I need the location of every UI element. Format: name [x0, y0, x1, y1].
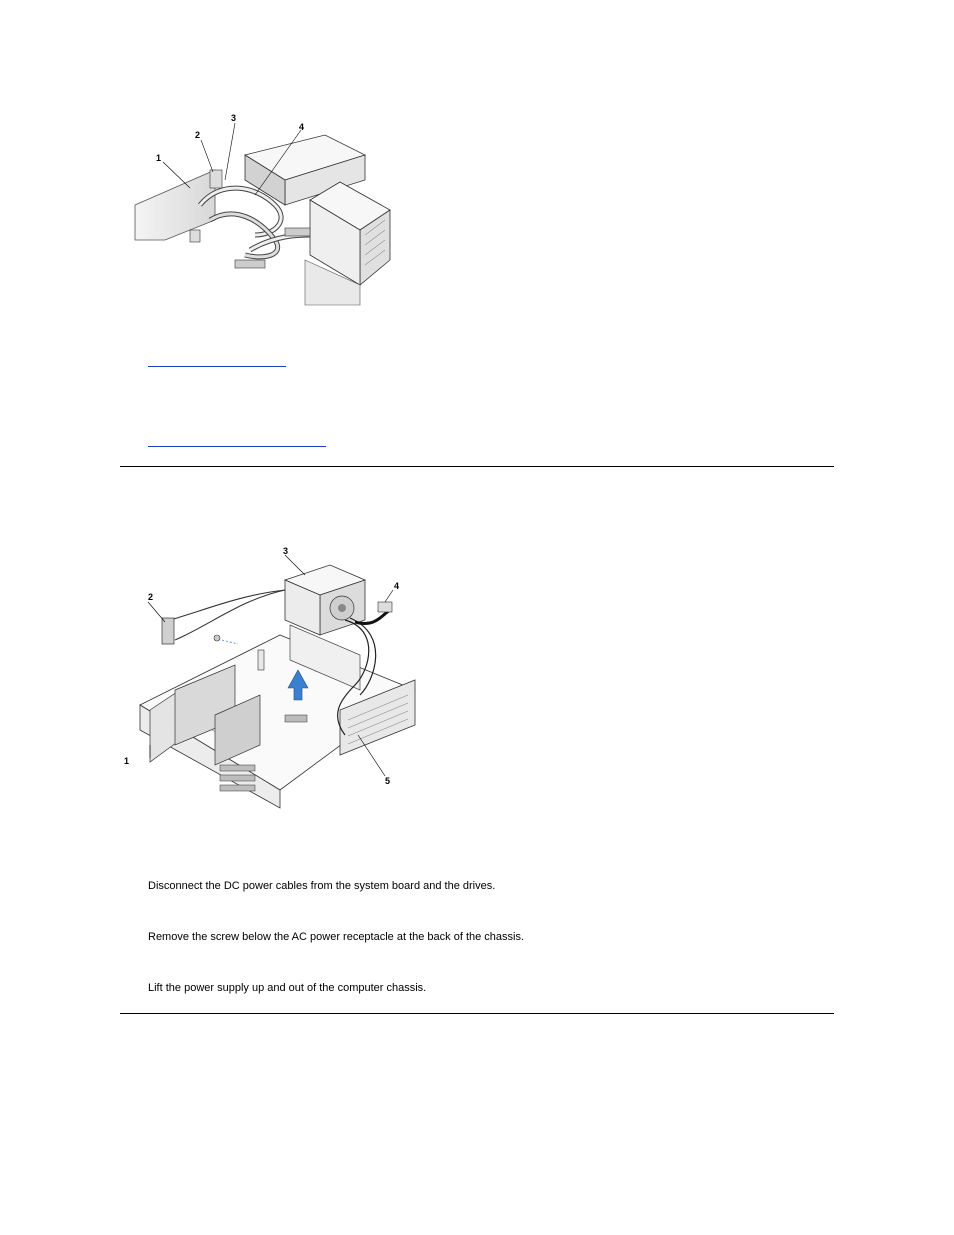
section-divider: [120, 1013, 834, 1014]
callout-1: 1: [156, 153, 162, 163]
callout-4: 4: [394, 581, 400, 591]
link-underline-1[interactable]: [148, 366, 286, 367]
callout-1: 1: [124, 756, 130, 766]
link-underline-2[interactable]: [148, 446, 326, 447]
step-text: Disconnect the DC power cables from the system board and the drives.: [148, 880, 496, 892]
callout-3: 3: [231, 113, 237, 123]
step-text: Remove the screw below the AC power receptacle at the back of the chassis.: [148, 931, 525, 943]
drive-cables-illustration: [125, 110, 400, 310]
step-text: Lift the power supply up and out of the computer chassis.: [148, 982, 427, 994]
power-supply-illustration: [120, 540, 420, 810]
callout-4: 4: [299, 122, 305, 132]
callout-5: 5: [385, 776, 391, 786]
section-divider: [120, 466, 834, 467]
callout-2: 2: [195, 130, 201, 140]
callout-2: 2: [148, 592, 154, 602]
callout-3: 3: [283, 546, 289, 556]
